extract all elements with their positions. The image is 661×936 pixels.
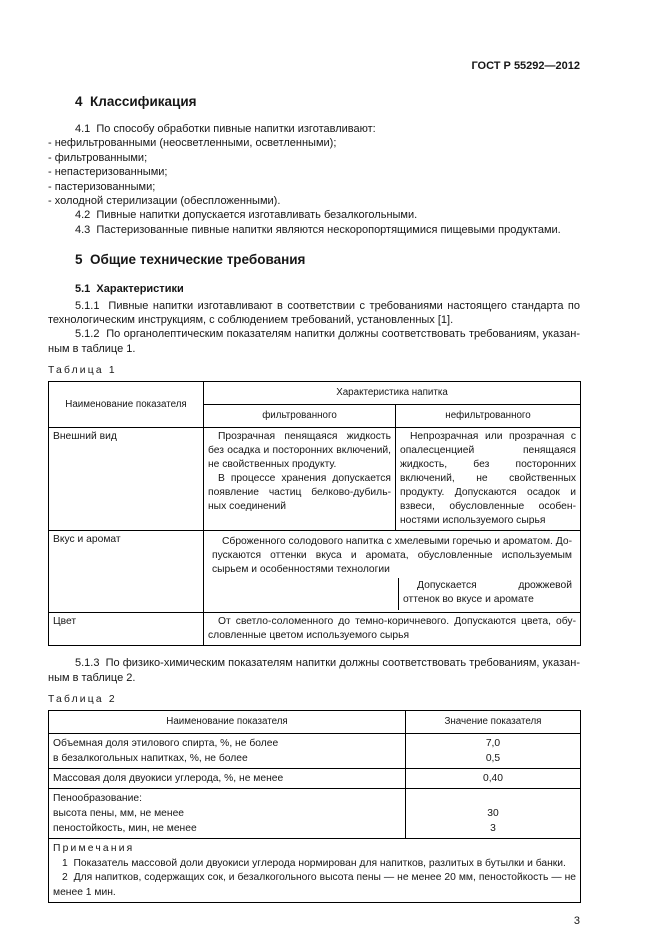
alcohol-name-line-2: в безалкогольных напитках, %, не более — [53, 753, 248, 765]
table-1-header-unfiltered: нефильтрованного — [396, 405, 581, 428]
section-5-1-heading: 5.1 Характеристики — [75, 283, 184, 296]
para-4-2: 4.2 Пивные напитки допускается изготавливать безалкогольными. — [75, 209, 418, 222]
table-2-row-foam — [49, 789, 581, 839]
table-2-header-value: Значение показателя — [406, 711, 581, 734]
taste-common-text: Сброженного солодового напитка с хмелевыми горечью и ароматом. Допускаются оттенки вкуса и аромата, обусловленные используемым сырьем и особенностями технологии — [212, 536, 573, 576]
table-1-row-taste — [49, 531, 581, 613]
foam-name-cell — [49, 789, 406, 839]
foam-value-spacer — [410, 791, 576, 806]
alcohol-name-line-1: Объемная доля этилового спирта, %, не более — [53, 738, 279, 750]
foam-value-cell — [406, 789, 581, 839]
list-item-pasteurized: - пастеризованными; — [48, 180, 156, 193]
para-5-1-2: 5.1.2 По органолептическим показателям напитки должны соответствовать требованиям, указанным в таблице 1. — [48, 328, 580, 355]
list-item-cold-sterilization: - холодной стерилизации (обеспложенными). — [48, 195, 281, 208]
foam-name-line-1: Пенообразование: — [53, 793, 142, 805]
alcohol-value-line-2: 0,5 — [485, 753, 501, 765]
alcohol-value-cell — [406, 734, 581, 769]
appearance-label: Внешний вид — [49, 428, 204, 531]
para-4-1: 4.1 По способу обработки пивные напитки изготавливают: — [75, 123, 376, 135]
list-item-unfiltered: - нефильтрованными (неосветленными, осветленными); — [48, 137, 337, 150]
taste-unfiltered-extra: Допускается дрожжевой оттенок во вкусе и аромате — [403, 580, 573, 606]
taste-left-spacer — [208, 578, 399, 610]
co2-name-cell — [49, 769, 406, 789]
para-5-1-3: 5.1.3 По физико-химическим показателям напитки должны соответствовать требованиям, указанным в таблице 2. — [48, 657, 580, 684]
appearance-unfiltered-cell — [396, 428, 581, 531]
table-2-row-alcohol — [49, 734, 581, 769]
note-2: 2 Для напитков, содержащих сок, и безалкогольного высота пены — не менее 20 мм, пеностойкость — не менее 1 мин. — [53, 872, 576, 898]
table-2-caption: Таблица 2 — [48, 694, 117, 706]
table-1-caption: Таблица 1 — [48, 365, 117, 377]
table-1-row-color — [49, 613, 581, 646]
foam-name-line-3: пеностойкость, мин, не менее — [53, 823, 197, 835]
alcohol-value-line-1: 7,0 — [485, 738, 501, 750]
taste-merged-cell — [204, 531, 581, 613]
table-1-header-filtered: фильтрованного — [204, 405, 396, 428]
color-label: Цвет — [49, 613, 204, 646]
foam-name-line-2: высота пены, мм, не менее — [53, 808, 185, 820]
table-2-header-name: Наименование показателя — [49, 711, 406, 734]
para-5-1-1: 5.1.1 Пивные напитки изготавливают в соответствии с требованиями настоящего стандарта по технологическим инструкциям, с соблюдением требований, установленных [1]. — [48, 299, 580, 327]
co2-value-line: 0,40 — [482, 773, 504, 785]
appearance-filtered-paragraph-2: В процессе хранения допускается появление частиц белково-дубильных соединений — [208, 473, 391, 513]
table-2-header-row — [49, 711, 581, 734]
section-5-heading: 5 Общие технические требования — [75, 252, 306, 268]
doc-code-header: ГОСТ Р 55292—2012 — [471, 60, 580, 72]
co2-name-line: Массовая доля двуокиси углерода, %, не менее — [53, 773, 284, 785]
table-1-header-name: Наименование показателя — [49, 382, 204, 428]
appearance-filtered-cell — [204, 428, 396, 531]
appearance-filtered-paragraph-1: Прозрачная пенящаяся жидкость без осадка и посторонних включений, не свойственных продукту. — [208, 431, 391, 471]
page-content — [48, 0, 580, 928]
table-2-row-notes — [49, 839, 581, 903]
alcohol-name-cell — [49, 734, 406, 769]
table-2 — [48, 710, 581, 903]
color-common-text: От светло-соломенного до темно-коричневого. Допускаются цвета, обусловленные цветом используемого сырья — [208, 616, 577, 642]
notes-title: Примечания — [53, 843, 135, 855]
color-merged-cell — [204, 613, 581, 646]
note-1: 1 Показатель массовой доли двуокиси углерода нормирован для напитков, разлитых в бутылки и банки. — [62, 857, 566, 869]
list-item-filtered: - фильтрованными; — [48, 151, 148, 164]
taste-split-row — [208, 578, 576, 610]
para-4-3: 4.3 Пастеризованные пивные напитки являются нескоропортящимися пищевыми продуктами. — [75, 223, 561, 236]
appearance-unfiltered-paragraph: Непрозрачная или прозрачная с опалесценцией пенящаяся жидкость, без посторонних включений, не свойственных продукту. Допускаются осадок и взвеси, обусловленные особенностями используемого сырья — [400, 431, 577, 527]
taste-label: Вкус и аромат — [49, 531, 204, 613]
page-number: 3 — [573, 915, 580, 928]
foam-value-line-2: 3 — [490, 823, 496, 835]
table-1 — [48, 381, 581, 646]
table-1-row-appearance — [49, 428, 581, 531]
list-item-unpasteurized: - непастеризованными; — [48, 166, 168, 179]
co2-value-cell — [406, 769, 581, 789]
table-2-row-co2 — [49, 769, 581, 789]
foam-value-line-1: 30 — [487, 808, 499, 820]
notes-cell — [49, 839, 581, 903]
table-1-header-row-1 — [49, 382, 581, 405]
section-4-heading: 4 Классификация — [75, 94, 197, 109]
table-1-header-group: Характеристика напитка — [204, 382, 581, 405]
